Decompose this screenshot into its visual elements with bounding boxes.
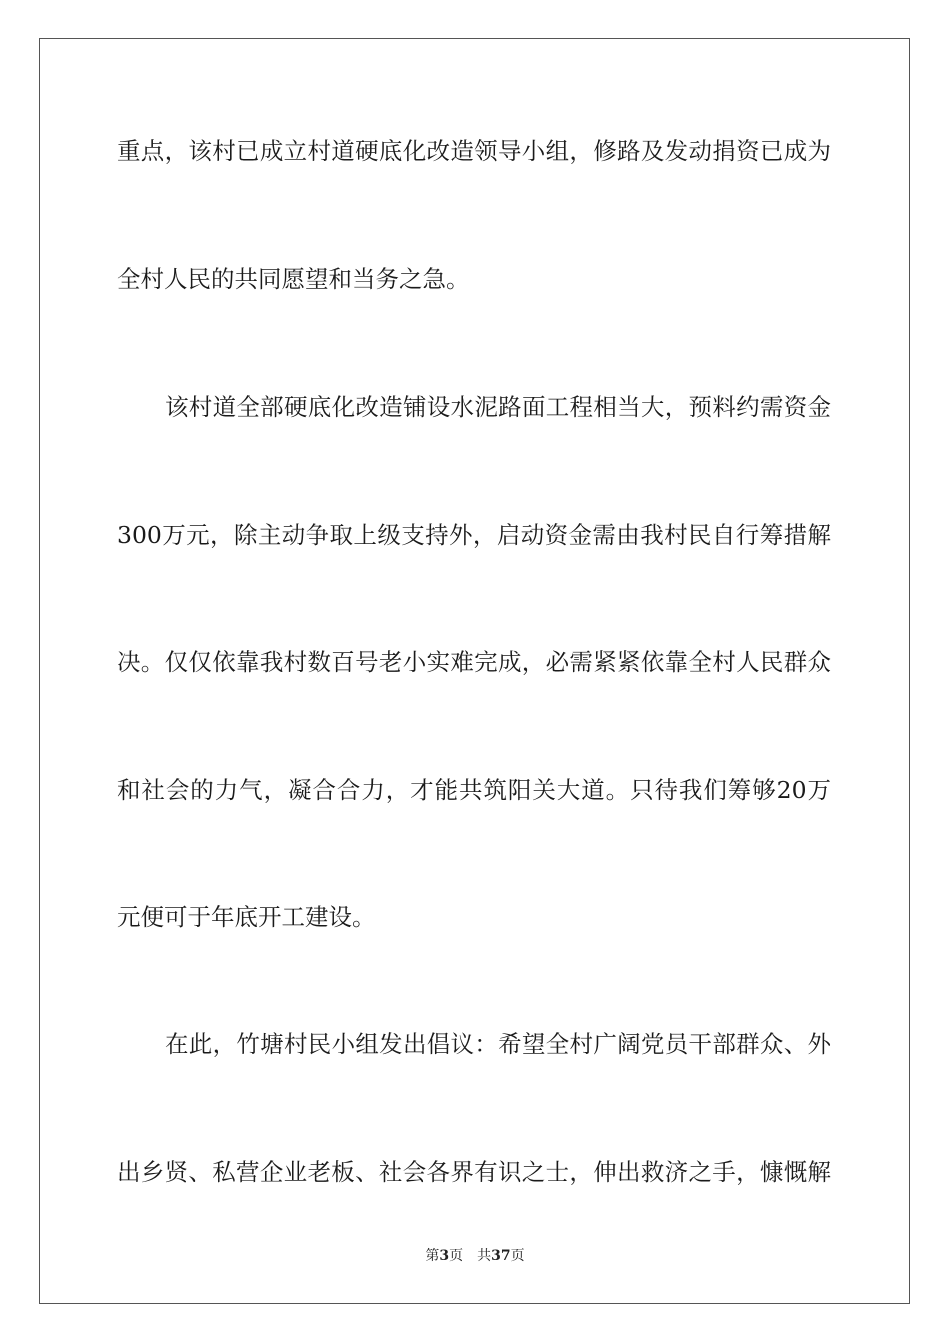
text-line-2: 全村人民的共同愿望和当务之急。 — [117, 265, 470, 293]
text-line-5: 决。仅仅依靠我村数百号老小实难完成，必需紧紧依靠全村人民群众 — [117, 648, 831, 676]
page-footer — [0, 1247, 950, 1265]
page-prefix: 第 — [425, 1248, 440, 1264]
text-line-9: 出乡贤、私营企业老板、社会各界有识之士，伸出救济之手，慷慨解 — [117, 1158, 831, 1186]
page-suffix: 页 — [449, 1248, 464, 1264]
text-line-4: 300万元，除主动争取上级支持外，启动资金需由我村民自行筹措解 — [117, 521, 831, 549]
total-pages: 37 — [491, 1248, 511, 1264]
text-line-8: 在此，竹塘村民小组发出倡议：希望全村广阔党员干部群众、外 — [165, 1030, 831, 1058]
text-line-3: 该村道全部硬底化改造铺设水泥路面工程相当大，预料约需资金 — [165, 393, 831, 421]
text-line-6: 和社会的力气，凝合合力，才能共筑阳关大道。只待我们筹够20万 — [117, 776, 831, 804]
total-prefix: 共 — [477, 1248, 492, 1264]
page-number: 3 — [439, 1248, 450, 1264]
text-line-7: 元便可于年底开工建设。 — [117, 903, 376, 931]
total-suffix: 页 — [510, 1248, 525, 1264]
text-line-1: 重点，该村已成立村道硬底化改造领导小组，修路及发动捐资已成为 — [117, 137, 831, 165]
